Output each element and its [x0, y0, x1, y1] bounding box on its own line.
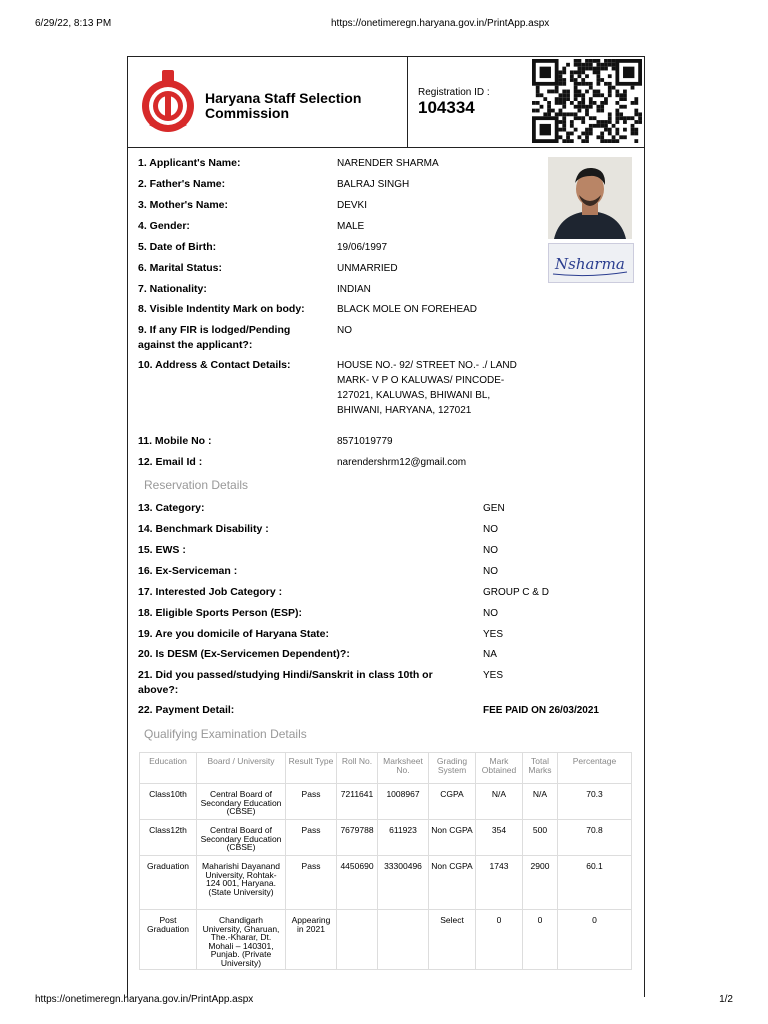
field-label: 6. Marital Status: — [138, 262, 223, 274]
column-header: Marksheet No. — [378, 753, 429, 784]
table-cell: 70.3 — [558, 784, 632, 820]
page-number: 1/2 — [719, 994, 733, 1005]
field-value: YES — [483, 670, 504, 681]
table-cell: Graduation — [140, 856, 197, 910]
field-value: GEN — [483, 503, 505, 514]
field-label: 12. Email Id : — [138, 456, 203, 468]
applicant-signature — [548, 243, 634, 283]
field-value: INDIAN — [337, 284, 371, 295]
table-cell: 500 — [523, 820, 558, 856]
table-cell: 4450690 — [337, 856, 378, 910]
field-value: DEVKI — [337, 200, 368, 211]
print-datetime: 6/29/22, 8:13 PM — [35, 18, 112, 29]
field-label: 15. EWS : — [138, 544, 186, 556]
table-cell: Maharishi Dayanand University, Rohtak-124 001, Haryana. (State University) — [197, 856, 286, 910]
field-label: 13. Category: — [138, 502, 205, 514]
field-value: NA — [483, 649, 497, 660]
field-value: NO — [483, 566, 498, 577]
header-divider — [407, 57, 408, 147]
qr-code-icon — [532, 59, 642, 143]
column-header: Education — [140, 753, 197, 784]
column-header: Grading System — [429, 753, 476, 784]
field-label: 21. Did you passed/studying Hindi/Sanskrit in class 10th or above?: — [138, 669, 433, 696]
table-cell: 0 — [558, 910, 632, 970]
table-row — [140, 784, 632, 820]
table-header-row — [140, 753, 632, 784]
field-value: HOUSE NO.- 92/ STREET NO.- ./ LAND MARK- V P O KALUWAS/ PINCODE- 127021, KALUWAS, BHIWANI BL, BHIWANI, HARYANA, 127021 — [337, 360, 517, 416]
column-header: Mark Obtained — [476, 753, 523, 784]
field-value: MALE — [337, 221, 365, 232]
table-cell: Appearing in 2021 — [286, 910, 337, 970]
field-value: BALRAJ SINGH — [337, 179, 410, 190]
table-cell: 7211641 — [337, 784, 378, 820]
field-label: 18. Eligible Sports Person (ESP): — [138, 607, 302, 619]
table-cell: 60.1 — [558, 856, 632, 910]
table-cell: Pass — [286, 784, 337, 820]
field-value: NO — [337, 325, 352, 336]
column-header: Total Marks — [523, 753, 558, 784]
print-header — [35, 18, 733, 32]
field-label: 3. Mother's Name: — [138, 199, 229, 211]
table-cell: 0 — [523, 910, 558, 970]
column-header: Board / University — [197, 753, 286, 784]
field-label: 2. Father's Name: — [138, 178, 226, 190]
table-cell: Select — [429, 910, 476, 970]
field-label: 7. Nationality: — [138, 283, 207, 295]
application-form — [127, 56, 645, 997]
table-row — [140, 820, 632, 856]
table-cell: 7679788 — [337, 820, 378, 856]
column-header: Percentage — [558, 753, 632, 784]
table-cell: 70.8 — [558, 820, 632, 856]
field-value: YES — [483, 629, 504, 640]
table-cell: 0 — [476, 910, 523, 970]
table-row — [140, 910, 632, 970]
field-label: 4. Gender: — [138, 220, 190, 232]
field-label: 1. Applicant's Name: — [138, 157, 241, 169]
table-cell: 2900 — [523, 856, 558, 910]
field-value: FEE PAID ON 26/03/2021 — [483, 705, 599, 716]
print-footer — [35, 994, 733, 1008]
field-label: 22. Payment Detail: — [138, 704, 235, 716]
field-label: 19. Are you domicile of Haryana State: — [138, 628, 330, 640]
table-cell: Non CGPA — [429, 856, 476, 910]
field-value: UNMARRIED — [337, 263, 398, 274]
table-row — [140, 856, 632, 910]
table-cell: Class10th — [140, 784, 197, 820]
table-cell: N/A — [476, 784, 523, 820]
field-value: NO — [483, 608, 498, 619]
field-label: 9. If any FIR is lodged/Pending against the applicant?: — [138, 324, 291, 351]
field-value: NARENDER SHARMA — [337, 158, 439, 169]
org-name: Haryana Staff Selection Commission — [205, 90, 362, 121]
print-url: https://onetimeregn.haryana.gov.in/PrintApp.aspx — [331, 18, 550, 29]
field-value: narendershrm12@gmail.com — [337, 457, 467, 468]
table-cell: Post Graduation — [140, 910, 197, 970]
table-cell: N/A — [523, 784, 558, 820]
table-cell — [337, 910, 378, 970]
column-header: Result Type — [286, 753, 337, 784]
field-label: 11. Mobile No : — [138, 435, 212, 447]
table-cell: 611923 — [378, 820, 429, 856]
table-cell: Central Board of Secondary Education (CBSE) — [197, 784, 286, 820]
signature-text: Nsharma — [555, 255, 625, 273]
registration-id-value: 104334 — [418, 98, 475, 117]
qualification-table — [139, 752, 632, 970]
table-cell — [378, 910, 429, 970]
table-cell: 33300496 — [378, 856, 429, 910]
registration-id-label: Registration ID : — [418, 87, 490, 98]
field-label: 8. Visible Indentity Mark on body: — [138, 303, 305, 315]
table-cell: Pass — [286, 856, 337, 910]
form-header — [128, 57, 644, 148]
table-cell: Chandigarh University, Gharuan, The.-Kharar, Dt. Mohali – 140301, Punjab. (Private University) — [197, 910, 286, 970]
footer-url: https://onetimeregn.haryana.gov.in/PrintApp.aspx — [35, 994, 254, 1005]
field-value: NO — [483, 545, 498, 556]
table-cell: Class12th — [140, 820, 197, 856]
field-label: 14. Benchmark Disability : — [138, 523, 269, 535]
field-label: 20. Is DESM (Ex-Servicemen Dependent)?: — [138, 648, 350, 660]
table-cell: 354 — [476, 820, 523, 856]
field-label: 16. Ex-Serviceman : — [138, 565, 238, 577]
table-cell: CGPA — [429, 784, 476, 820]
table-cell: Non CGPA — [429, 820, 476, 856]
table-cell: Central Board of Secondary Education (CBSE) — [197, 820, 286, 856]
field-value: NO — [483, 524, 498, 535]
field-value: GROUP C & D — [483, 587, 549, 598]
applicant-photo — [548, 157, 632, 239]
table-cell: 1743 — [476, 856, 523, 910]
qualifying-title: Qualifying Examination Details — [144, 727, 307, 741]
field-label: 17. Interested Job Category : — [138, 586, 283, 598]
table-cell: 1008967 — [378, 784, 429, 820]
reservation-title: Reservation Details — [144, 478, 249, 492]
hssc-emblem-icon — [140, 68, 196, 134]
field-label: 5. Date of Birth: — [138, 241, 217, 253]
field-value: BLACK MOLE ON FOREHEAD — [337, 304, 478, 315]
field-label: 10. Address & Contact Details: — [138, 359, 291, 371]
field-value: 8571019779 — [337, 436, 393, 447]
column-header: Roll No. — [337, 753, 378, 784]
field-value: 19/06/1997 — [337, 242, 388, 253]
table-cell: Pass — [286, 820, 337, 856]
